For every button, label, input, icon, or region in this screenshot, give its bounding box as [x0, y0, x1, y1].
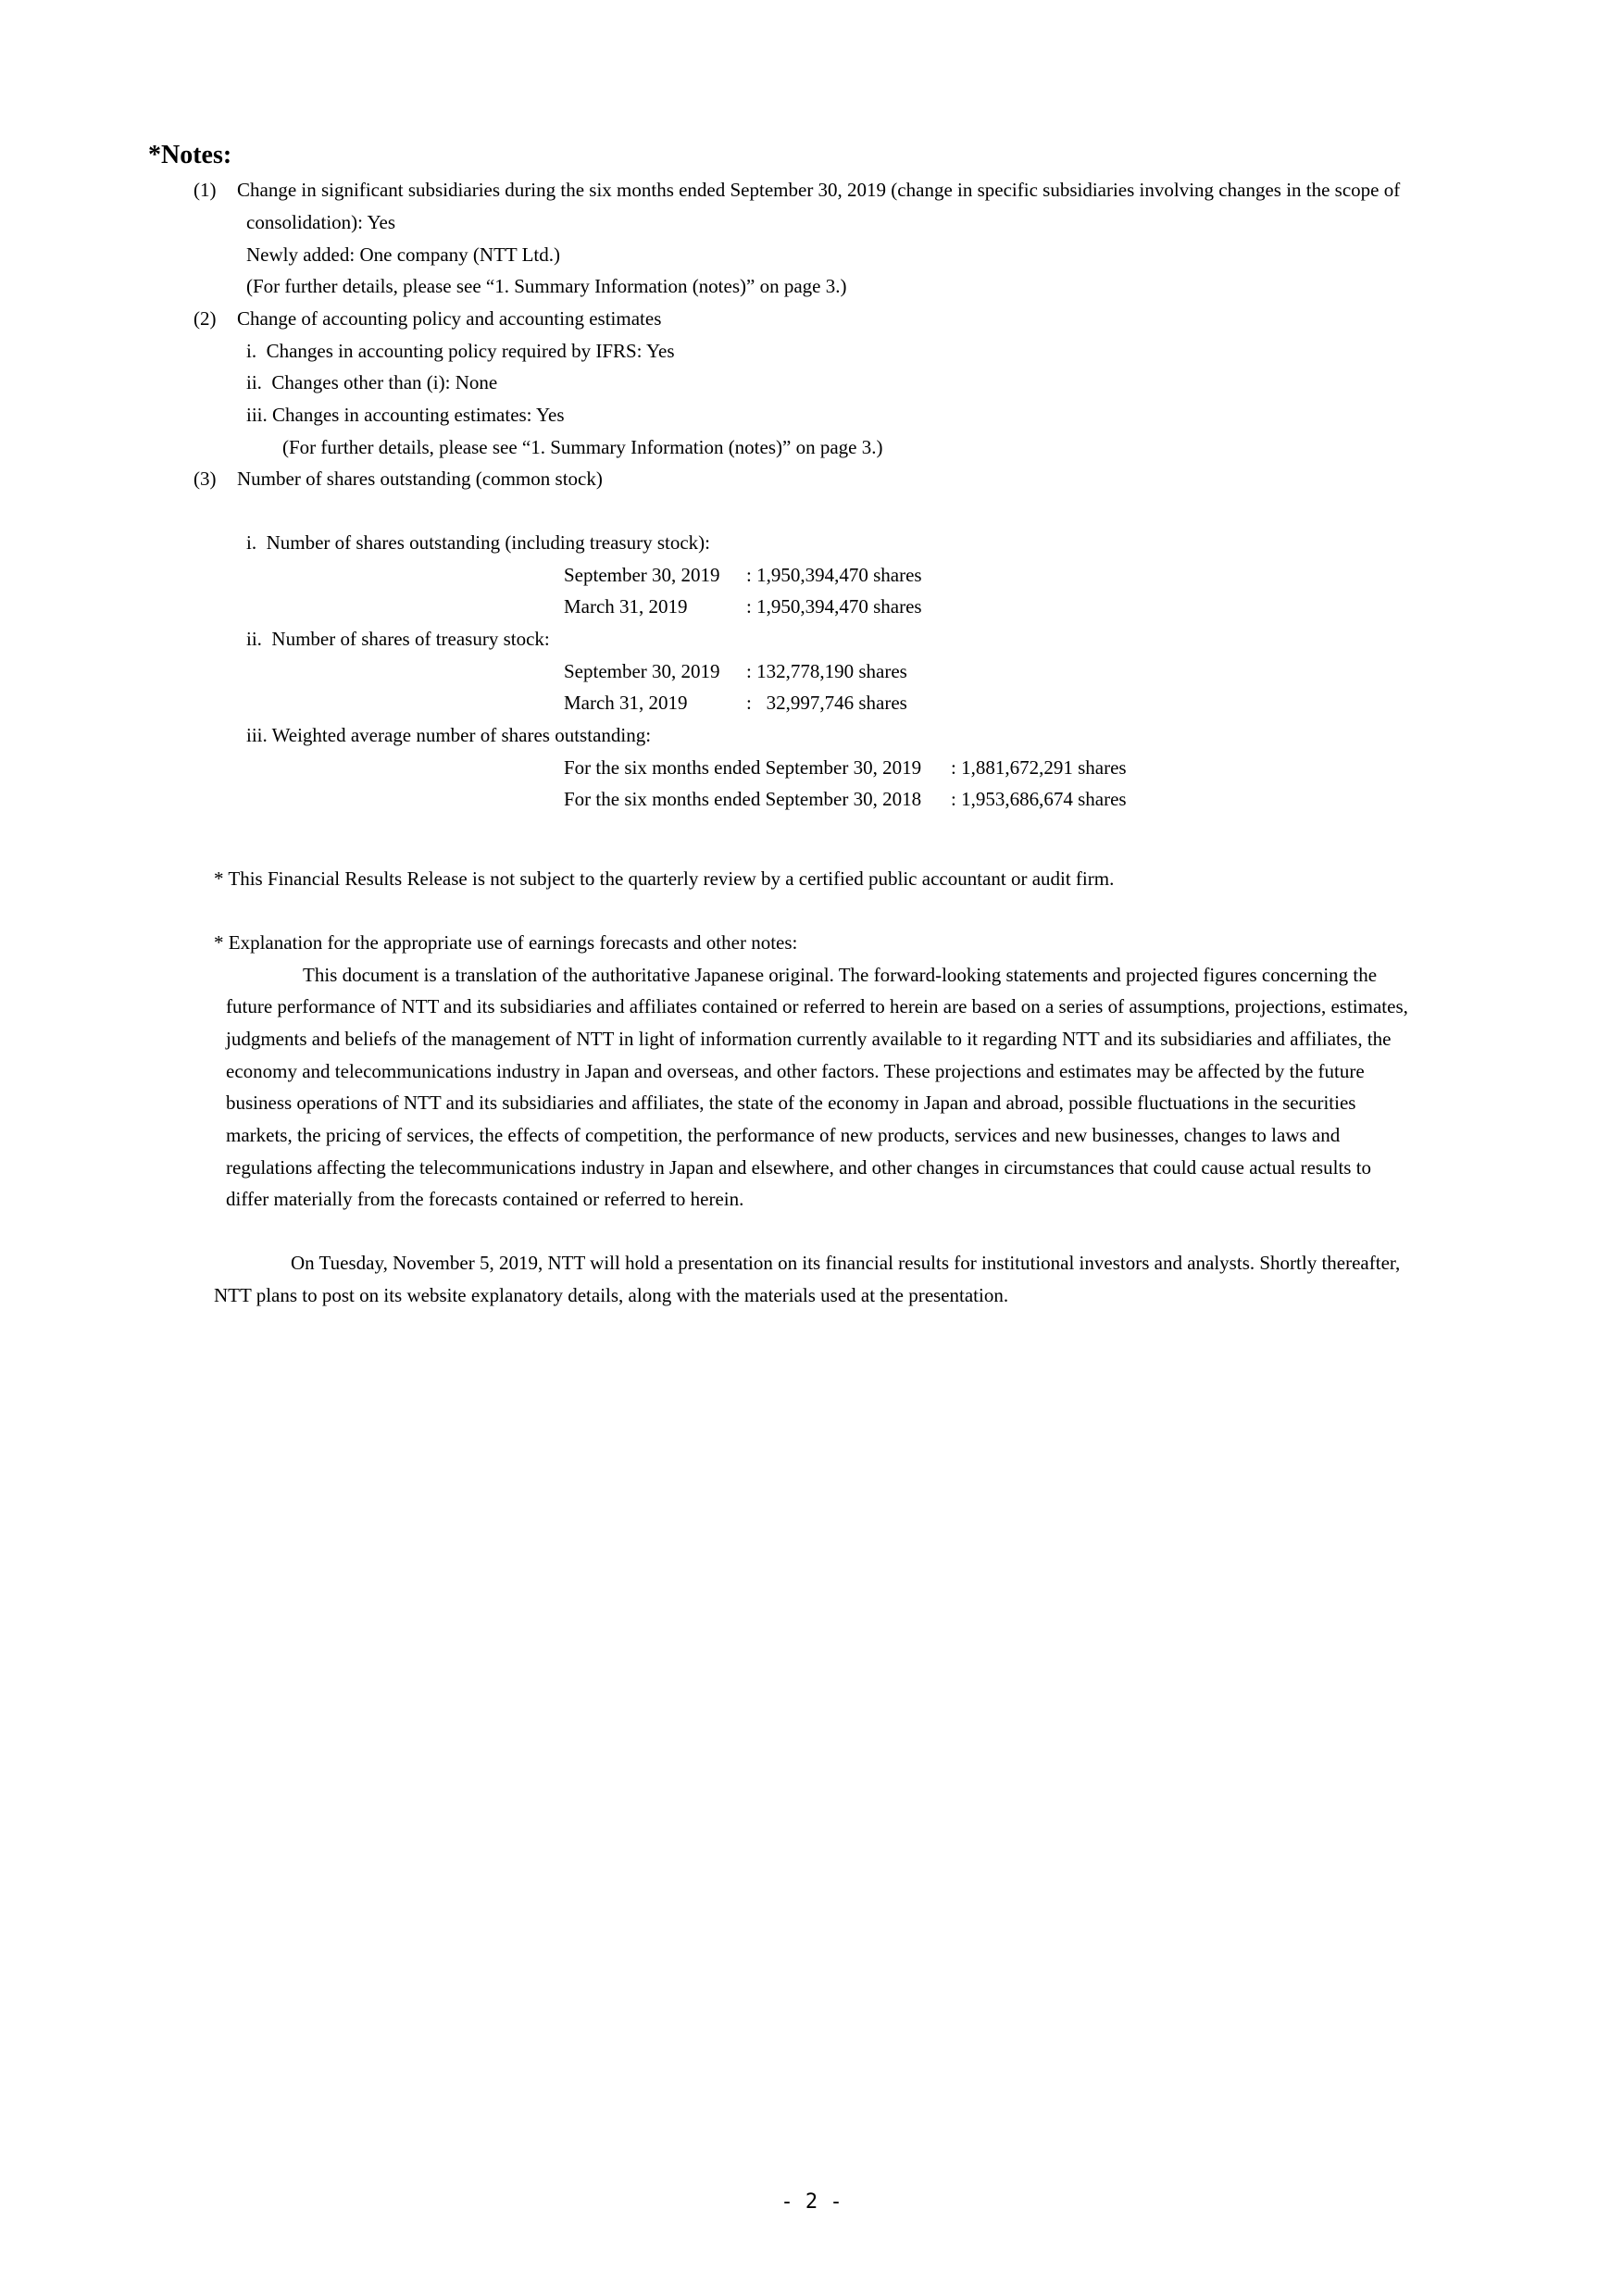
explanation-line-6: markets, the pricing of services, the effects of competition, the performance of new products, services and new businesses, changes to laws and	[226, 1124, 1341, 1146]
explanation-line-7: regulations affecting the telecommunications industry in Japan and elsewhere, and other changes in circumstances that could cause actual results to	[226, 1156, 1372, 1179]
item3-sub-i-date-2: March 31, 2019	[564, 595, 688, 618]
presentation-line-1: On Tuesday, November 5, 2019, NTT will hold a presentation on its financial results for institutional investors and analysts. Shortly thereafter,	[291, 1252, 1401, 1274]
notes-heading: *Notes:	[148, 141, 232, 169]
item2-text: Change of accounting policy and accounting estimates	[237, 307, 662, 330]
item3-sub-iii-value-1: : 1,881,672,291 shares	[951, 756, 1127, 779]
item1-text-line2: consolidation): Yes	[246, 211, 396, 233]
explanation-line-4: economy and telecommunications industry in Japan and overseas, and other factors. These projections and estimates may be affected by the future	[226, 1060, 1365, 1082]
item3-sub-ii-date-2: March 31, 2019	[564, 692, 688, 714]
item2-further-details: (For further details, please see “1. Summary Information (notes)” on page 3.)	[282, 436, 883, 458]
item3-sub-ii-date-1: September 30, 2019	[564, 660, 720, 682]
explanation-line-8: differ materially from the forecasts contained or referred to herein.	[226, 1188, 744, 1210]
item3-sub-i-date-1: September 30, 2019	[564, 564, 720, 586]
item3-sub-iii-value-2: : 1,953,686,674 shares	[951, 788, 1127, 810]
item3-sub-iii-label: iii. Weighted average number of shares outstanding:	[246, 724, 652, 746]
explanation-line-2: future performance of NTT and its subsidiaries and affiliates contained or referred to herein are based on a series of assumptions, projections, estimates,	[226, 995, 1408, 1017]
explanation-heading: * Explanation for the appropriate use of earnings forecasts and other notes:	[214, 931, 798, 954]
review-note: * This Financial Results Release is not subject to the quarterly review by a certified public accountant or audit firm.	[214, 867, 1115, 890]
item3-sub-ii-value-2: : 32,997,746 shares	[746, 692, 907, 714]
item3-sub-i-value-2: : 1,950,394,470 shares	[746, 595, 922, 618]
presentation-line-2: NTT plans to post on its website explanatory details, along with the materials used at the presentation.	[214, 1284, 1009, 1306]
item1-further-details: (For further details, please see “1. Summary Information (notes)” on page 3.)	[246, 275, 847, 297]
explanation-line-1: This document is a translation of the authoritative Japanese original. The forward-looking statements and projected figures concerning the	[303, 964, 1378, 986]
item2-number: (2)	[194, 307, 217, 330]
item3-sub-iii-period-1: For the six months ended September 30, 2019	[564, 756, 922, 779]
item2-sub-i: i. Changes in accounting policy required by IFRS: Yes	[246, 340, 675, 362]
item3-text: Number of shares outstanding (common stock)	[237, 468, 603, 490]
item3-sub-iii-period-2: For the six months ended September 30, 2018	[564, 788, 922, 810]
explanation-line-5: business operations of NTT and its subsidiaries and affiliates, the state of the economy in Japan and abroad, possible fluctuations in the securities	[226, 1092, 1356, 1114]
item1-text-line1: Change in significant subsidiaries during the six months ended September 30, 2019 (change in specific subsidiaries involving changes in the scope of	[237, 179, 1401, 201]
item3-sub-i-label: i. Number of shares outstanding (including treasury stock):	[246, 531, 710, 554]
item3-sub-ii-label: ii. Number of shares of treasury stock:	[246, 628, 550, 650]
item1-number: (1)	[194, 179, 217, 201]
page-number: - 2 -	[780, 2190, 843, 2214]
item3-sub-ii-value-1: : 132,778,190 shares	[746, 660, 907, 682]
item3-sub-i-value-1: : 1,950,394,470 shares	[746, 564, 922, 586]
explanation-line-3: judgments and beliefs of the management of NTT in light of information currently available to it regarding NTT and its subsidiaries and affiliates, the	[226, 1028, 1392, 1050]
item2-sub-iii: iii. Changes in accounting estimates: Yes	[246, 404, 565, 426]
item3-number: (3)	[194, 468, 217, 490]
item1-newly-added: Newly added: One company (NTT Ltd.)	[246, 243, 561, 266]
item2-sub-ii: ii. Changes other than (i): None	[246, 371, 498, 393]
